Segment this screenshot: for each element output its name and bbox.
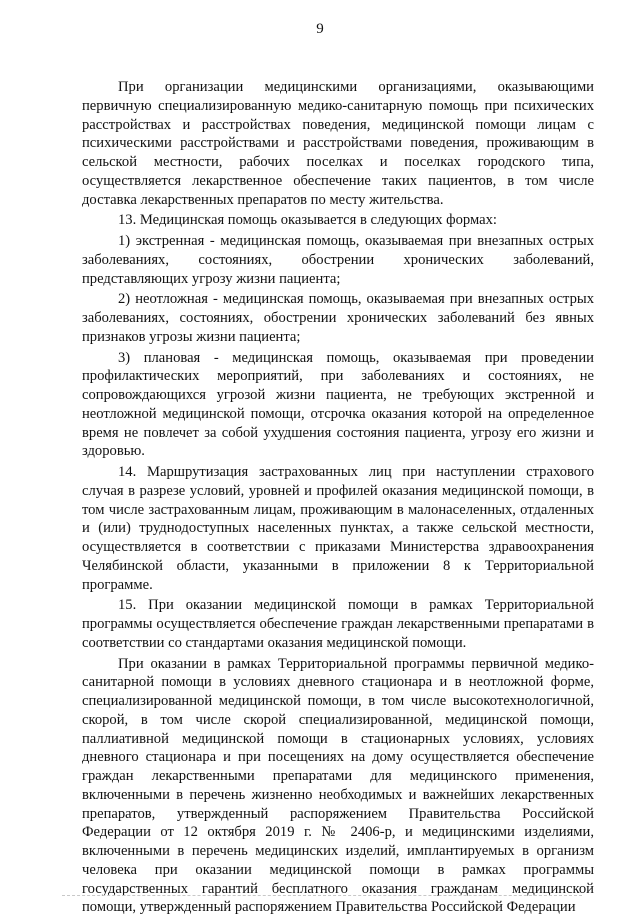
paragraph-planned-care: 3) плановая - медицинская помощь, оказываемая при проведении профилактических мероприятий, при заболеваниях и состояниях, не сопровождающихся угрозой жизни пациента, не требующих экстренной и неотложной медицинской помощи, отсрочка оказания которой на определенное время не повлечет за собой ухудшения состояния пациента, угрозу его жизни и здоровью.	[82, 349, 594, 462]
document-body	[82, 78, 594, 917]
paragraph-psychiatric-drug-supply: При организации медицинскими организациями, оказывающими первичную специализированную медико-санитарную помощь при психических расстройствах и расстройствах поведения, медицинской помощи лицам с психическими расстройствами и расстройствами поведения, проживающим в сельской местности, рабочих поселках и поселках городского типа, осуществляется лекарственное обеспечение таких пациентов, в том числе доставка лекарственных препаратов по месту жительства.	[82, 78, 594, 209]
page-number: 9	[0, 20, 640, 38]
paragraph-emergency-care: 1) экстренная - медицинская помощь, оказываемая при внезапных острых заболеваниях, состояниях, обострении хронических заболеваний, представляющих угрозу жизни пациента;	[82, 232, 594, 288]
paragraph-urgent-care: 2) неотложная - медицинская помощь, оказываемая при внезапных острых заболеваниях, состояниях, обострении хронических заболеваний без явных признаков угрозы жизни пациента;	[82, 290, 594, 346]
paragraph-14-routing: 14. Маршрутизация застрахованных лиц при наступлении страхового случая в разрезе условий, уровней и профилей оказания медицинской помощи, в том числе застрахованным лицам, проживающим в малонаселенных, отдаленных и (или) труднодоступных населенных пунктах, а также сельской местности, осуществляется в соответствии с приказами Министерства здравоохранения Челябинской области, указанными в приложении 8 к Территориальной программе.	[82, 463, 594, 594]
paragraph-drug-lists: При оказании в рамках Территориальной программы первичной медико-санитарной помощи в условиях дневного стационара и в неотложной форме, специализированной медицинской помощи, в том числе высокотехнологичной, скорой, в том числе скорой специализированной, медицинской помощи, паллиативной медицинской помощи в стационарных условиях, условиях дневного стационара и при посещениях на дому осуществляется обеспечение граждан лекарственными препаратами для медицинского применения, включенными в перечень жизненно необходимых и важнейших лекарственных препаратов, утвержденный распоряжением Правительства Российской Федерации от 12 октября 2019 г. № 2406-р, и медицинскими изделиями, включенными в перечень медицинских изделий, имплантируемых в организм человека при оказании медицинской помощи в рамках программы государственных гарантий бесплатного оказания гражданам медицинской помощи, утвержденный распоряжением Правительства Российской Федерации	[82, 655, 594, 917]
paragraph-15-drug-provision: 15. При оказании медицинской помощи в рамках Территориальной программы осуществляется обеспечение граждан лекарственными препаратами в соответствии со стандартами оказания медицинской помощи.	[82, 596, 594, 652]
paragraph-13-forms-of-care: 13. Медицинская помощь оказывается в следующих формах:	[82, 211, 594, 230]
footer-scan-line	[62, 895, 582, 896]
